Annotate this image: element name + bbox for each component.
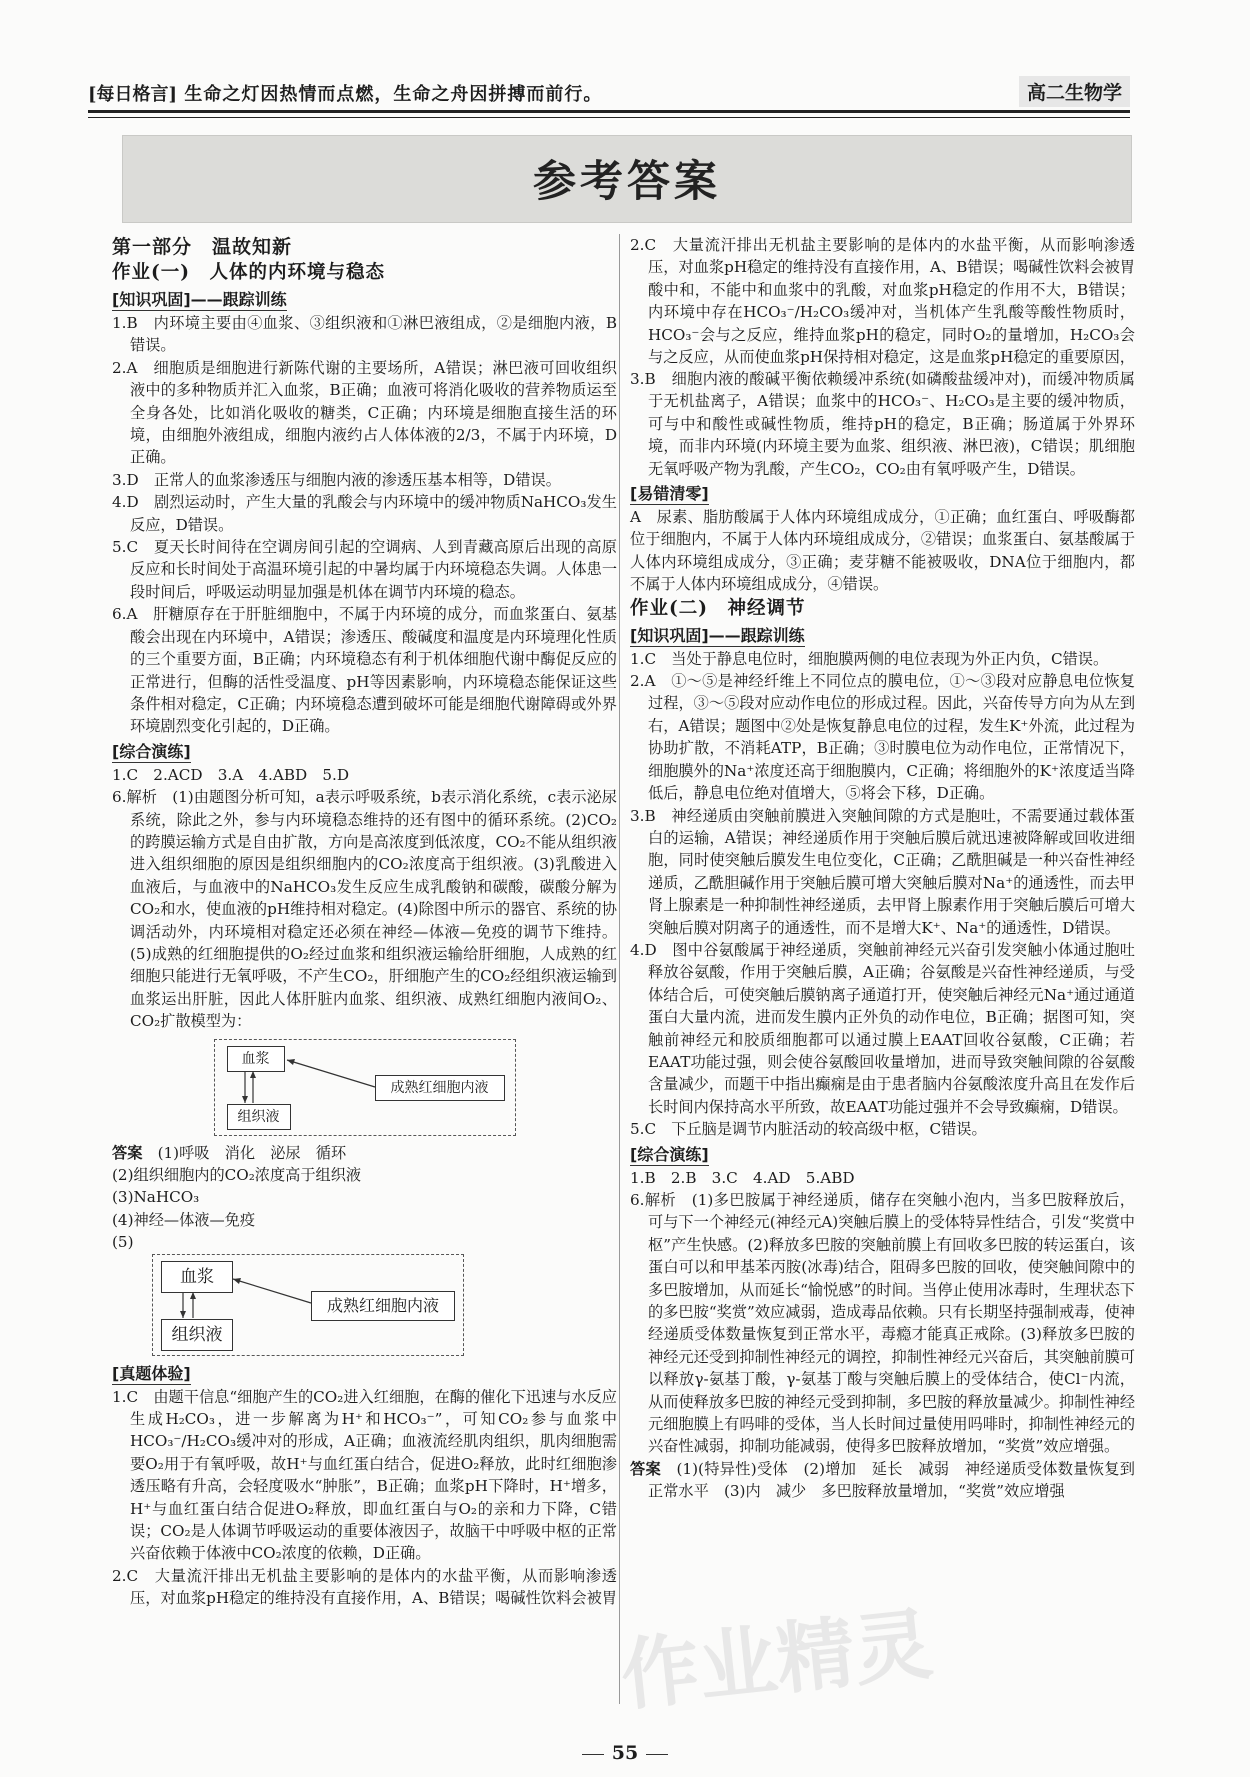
answer-block [112, 1142, 617, 1164]
answer-line: (4)神经—体液—免疫 [112, 1210, 256, 1229]
answer-item-continued: 2.C 大量流汗排出无机盐主要影响的是体内的水盐平衡，从而影响渗透压，对血浆pH稳定的维持没有直接作用，A、B错误；喝碱性饮料会被胃酸中和，不能中和血浆中的乳酸，对血浆pH稳定的作用不大，B错误；内环境中存在HCO₃⁻/H₂CO₃缓冲对，当机体产生乳酸等酸性物质时，HCO₃⁻会与之反应，维持血浆pH的稳定，同时O₂的量增加，H₂CO₃会与之反应，从而使血浆pH保持相对稳定，这是血浆pH稳定的重要原因， [630, 236, 1135, 367]
homework-1-title: 作业(一) 人体的内环境与稳态 [112, 262, 386, 283]
answer-line: (2)组织细胞内的CO₂浓度高于组织液 [112, 1166, 362, 1184]
answer-label: 答案 [112, 1143, 143, 1162]
quick-answers: 1.B 2.B 3.C 4.AD 5.ABD [630, 1168, 855, 1187]
diffusion-diagram-small [214, 1039, 516, 1136]
daily-motto [88, 80, 602, 106]
analysis-q6: 6.解析 (1)多巴胺属于神经递质，储存在突触小泡内，当多巴胺释放后，可与下一个神经元(神经元A)突触后膜上的受体特异性结合，引发“奖赏中枢”产生快感。(2)释放多巴胺的突触前膜上有回收多巴胺的转运蛋白，该蛋白可以和甲基苯丙胺(冰毒)结合，阻碍多巴胺的回收，使突触间隙中的多巴胺增加，从而延长“愉悦感”的时间。当停止使用冰毒时，生理状态下的多巴胺“奖赏”效应减弱，造成毒品依赖。只有长期坚持强制戒毒，使神经递质受体数量恢复到正常水平，毒瘾才能真正戒除。(3)释放多巴胺的神经元还受到抑制性神经元的调控，抑制性神经元兴奋后，其突触前膜可以释放γ-氨基丁酸，γ-氨基丁酸与突触后膜上的受体结合，使Cl⁻内流，从而使释放多巴胺的神经元受到抑制，多巴胺的释放量减少。抑制性神经元细胞膜上有吗啡的受体，当人长时间过量使用吗啡时，抑制性神经元的兴奋性减弱，抑制功能减弱，使得多巴胺释放增加，“奖赏”效应增强。 [630, 1191, 1135, 1456]
answer-line: (1)呼吸 消化 泌尿 循环 [157, 1143, 347, 1162]
answer-text: (1)(特异性)受体 (2)增加 延长 减弱 神经递质受体数量恢复到正常水平 (3)内 减少 多巴胺释放量增加，“奖赏”效应增强 [648, 1459, 1135, 1501]
answer-label: 答案 [630, 1459, 661, 1478]
subject-label: 高二生物学 [1019, 76, 1130, 107]
error-clearing-text: A 尿素、脂肪酸属于人体内环境组成成分，①正确；血红蛋白、呼吸酶都位于细胞内，不属于人体内环境组成成分，②错误；血浆蛋白、氨基酸属于人体内环境组成成分，③正确；麦芽糖不能被吸收，DNA位于细胞内，都不属于人体内环境组成成分，④错误。 [630, 508, 1135, 594]
answer-item: 5.C 夏天长时间待在空调房间引起的空调病、人到青藏高原后出现的高原反应和长时间处于高温环境引起的中暑均属于内环境稳态失调。人体患一段时间后，呼吸运动明显加强是机体在调节内环境的稳态。 [112, 538, 617, 601]
section-error-clearing: [易错清零] [630, 484, 709, 504]
answer-item: 4.D 图中谷氨酸属于神经递质，突触前神经元兴奋引发突触小体通过胞吐释放谷氨酸，作用于突触后膜，A正确；谷氨酸是兴奋性神经递质，与受体结合后，可使突触后膜钠离子通道打开，使突触后神经元Na⁺通过通道蛋白大量内流，进而发生膜内正外负的动作电位，B正确；据图可知，突触前神经元和胶质细胞都可以通过膜上EAAT回收谷氨酸，C正确；若EAAT功能过强，则会使谷氨酸回收量增加，进而导致突触间隙的谷氨酸含量减少，而题干中指出癫痫是由于患者脑内谷氨酸浓度升高且在发作后长时间内保持高水平所致，故EAAT功能过强并不会导致癫痫，D错误。 [630, 940, 1135, 1116]
diffusion-arrows [215, 1040, 515, 1135]
section-comprehensive: [综合演练] [630, 1144, 709, 1164]
answer-item: 5.C 下丘脑是调节内脏活动的较高级中枢，C错误。 [630, 1120, 987, 1139]
rbc-fluid-box: 成熟红细胞内液 [311, 1291, 455, 1321]
answer-item: 2.A 细胞质是细胞进行新陈代谢的主要场所，A错误；淋巴液可回收组织液中的多种物质并汇入血浆，B正确；血液可将消化吸收的营养物质运至全身各处，比如消化吸收的糖类，C正确；内环境是细胞直接生活的环境，由细胞外液组成，细胞内液约占人体体液的2/3，不属于内环境，D正确。 [112, 358, 617, 467]
answer-item: 1.C 当处于静息电位时，细胞膜两侧的电位表现为外正内负，C错误。 [630, 649, 1109, 668]
answer-item: 4.D 剧烈运动时，产生大量的乳酸会与内环境中的缓冲物质NaHCO₃发生反应，D错误。 [112, 493, 617, 534]
answer-item: 3.B 细胞内液的酸碱平衡依赖缓冲系统(如磷酸盐缓冲对)，而缓冲物质属于无机盐离子，A错误；血浆中的HCO₃⁻、H₂CO₃是主要的缓冲物质，可与中和酸性或碱性物质，维持pH的稳定，B正确；肠道属于外界环境，而非内环境(内环境主要为血浆、组织液、淋巴液)，C错误；肌细胞无氧呼吸产物为乳酸，产生CO₂，CO₂由有氧呼吸产生，D错误。 [630, 370, 1135, 478]
answer-line: (3)NaHCO₃ [112, 1188, 200, 1207]
answer-line: (5) [112, 1233, 134, 1252]
column-divider [619, 234, 620, 1704]
diffusion-arrows [153, 1255, 463, 1355]
watermark: 作业精灵 [616, 1599, 937, 1723]
section-real-exam: [真题体验] [112, 1363, 191, 1383]
motto-tag: [每日格言] [88, 84, 178, 105]
rbc-fluid-box: 成熟红细胞内液 [375, 1075, 505, 1101]
answer-item: 2.A ①～⑤是神经纤维上不同位点的膜电位，①～③段对应静息电位恢复过程，③～⑤段对应动作电位的形成过程。因此，兴奋传导方向为从左到右，A错误；题图中②处是恢复静息电位的过程，发生K⁺外流，此过程为协助扩散，不消耗ATP，B正确；③时膜电位为动作电位，正常情况下，细胞膜外的Na⁺浓度还高于细胞膜内，C正确；将细胞外的K⁺浓度适当降低后，静息电位绝对值增大，⑤将会下移，D正确。 [630, 672, 1135, 803]
part-title: 第一部分 温故知新 [112, 236, 293, 258]
tissue-fluid-box: 组织液 [161, 1319, 233, 1351]
plasma-box: 血浆 [161, 1261, 233, 1293]
banner-title: 参考答案 [533, 157, 721, 207]
analysis-q6: 6.解析 (1)由题图分析可知，a表示呼吸系统，b表示消化系统，c表示泌尿系统，除此之外，参与内环境稳态维持的还有图中的循环系统。(2)CO₂的跨膜运输方式是自由扩散，方向是高浓度到低浓度，CO₂不能从组织液进入组织细胞的原因是组织细胞内的CO₂浓度高于组织液。(3)乳酸进入血液后，与血液中的NaHCO₃发生反应生成乳酸钠和碳酸，碳酸分解为CO₂和水，使血液的pH维持相对稳定。(4)除图中所示的器官、系统的协调活动外，内环境相对稳定还必须在神经—体液—免疫的调节下维持。(5)成熟的红细胞提供的O₂经过血浆和组织液运输给肝细胞，人成熟的红细胞只能进行无氧呼吸，不产生CO₂，肝细胞产生的CO₂经组织液运输到血浆运出肝脏，因此人体肝脏内血浆、组织液、成熟红细胞内液间O₂、CO₂扩散模型为： [112, 788, 617, 1031]
header-rule [88, 110, 1130, 118]
answer-item: 3.D 正常人的血浆渗透压与细胞内液的渗透压基本相等，D错误。 [112, 470, 561, 489]
section-knowledge: [知识巩固]——跟踪训练 [630, 625, 805, 645]
motto-text: 生命之灯因热情而点燃，生命之舟因拼搏而前行。 [184, 84, 603, 105]
left-column [112, 234, 617, 1609]
homework-2-title: 作业(二) 神经调节 [630, 597, 806, 619]
answer-item: 3.B 神经递质由突触前膜进入突触间隙的方式是胞吐，不需要通过载体蛋白的运输，A错误；神经递质作用于突触后膜后就迅速被降解或回收进细胞，同时使突触后膜发生电位变化，C正确；乙酰胆碱是一种兴奋性神经递质，乙酰胆碱作用于突触后膜可增大突触后膜对Na⁺的通透性，而去甲肾上腺素是一种抑制性神经递质，去甲肾上腺素作用于突触后膜后可增大突触后膜对阴离子的通透性，而不是增大K⁺、Na⁺的通透性，D错误。 [630, 806, 1135, 937]
right-column [630, 234, 1135, 1503]
page-number: 55 [0, 1742, 1250, 1764]
diffusion-diagram-large [152, 1254, 464, 1356]
page-header [88, 70, 1130, 112]
answer-block [630, 1458, 1135, 1503]
plasma-box: 血浆 [227, 1046, 285, 1072]
quick-answers: 1.C 2.ACD 3.A 4.ABD 5.D [112, 765, 350, 784]
answer-item: 1.B 内环境主要由④血浆、③组织液和①淋巴液组成，②是细胞内液，B错误。 [112, 314, 617, 355]
tissue-fluid-box: 组织液 [227, 1104, 291, 1130]
section-comprehensive: [综合演练] [112, 741, 191, 761]
answer-item: 1.C 由题干信息“细胞产生的CO₂进入红细胞，在酶的催化下迅速与水反应生成H₂CO₃，进一步解离为H⁺和HCO₃⁻”，可知CO₂参与血浆中HCO₃⁻/H₂CO₃缓冲对的形成，A正确；血液流经肌肉组织，肌肉细胞需要O₂用于有氧呼吸，故H⁺与血红蛋白结合，促进O₂释放，此时红细胞渗透压略有升高，会轻度吸水“肿胀”，B正确；血浆pH下降时，H⁺增多，H⁺与血红蛋白结合促进O₂释放，即血红蛋白与O₂的亲和力下降，C错误；CO₂是人体调节呼吸运动的重要体液因子，故脑干中呼吸中枢的正常兴奋依赖于体液中CO₂浓度的依赖，D正确。 [112, 1387, 617, 1563]
answer-item: 2.C 大量流汗排出无机盐主要影响的是体内的水盐平衡，从而影响渗透压，对血浆pH稳定的维持没有直接作用，A、B错误；喝碱性饮料会被胃 [112, 1566, 617, 1608]
answer-banner [122, 135, 1132, 223]
section-knowledge: [知识巩固]——跟踪训练 [112, 290, 287, 309]
answer-item: 6.A 肝糖原存在于肝脏细胞中，不属于内环境的成分，而血浆蛋白、氨基酸会出现在内环境中，A错误；渗透压、酸碱度和温度是内环境理化性质的三个重要方面，B正确；内环境稳态有利于机体细胞代谢中酶促反应的正常进行，但酶的活性受温度、pH等因素影响，内环境稳态能保证这些条件相对稳定，C正确；内环境稳态遭到破坏可能是细胞代谢障碍或外界环境剧烈变化引起的，D正确。 [112, 605, 617, 736]
